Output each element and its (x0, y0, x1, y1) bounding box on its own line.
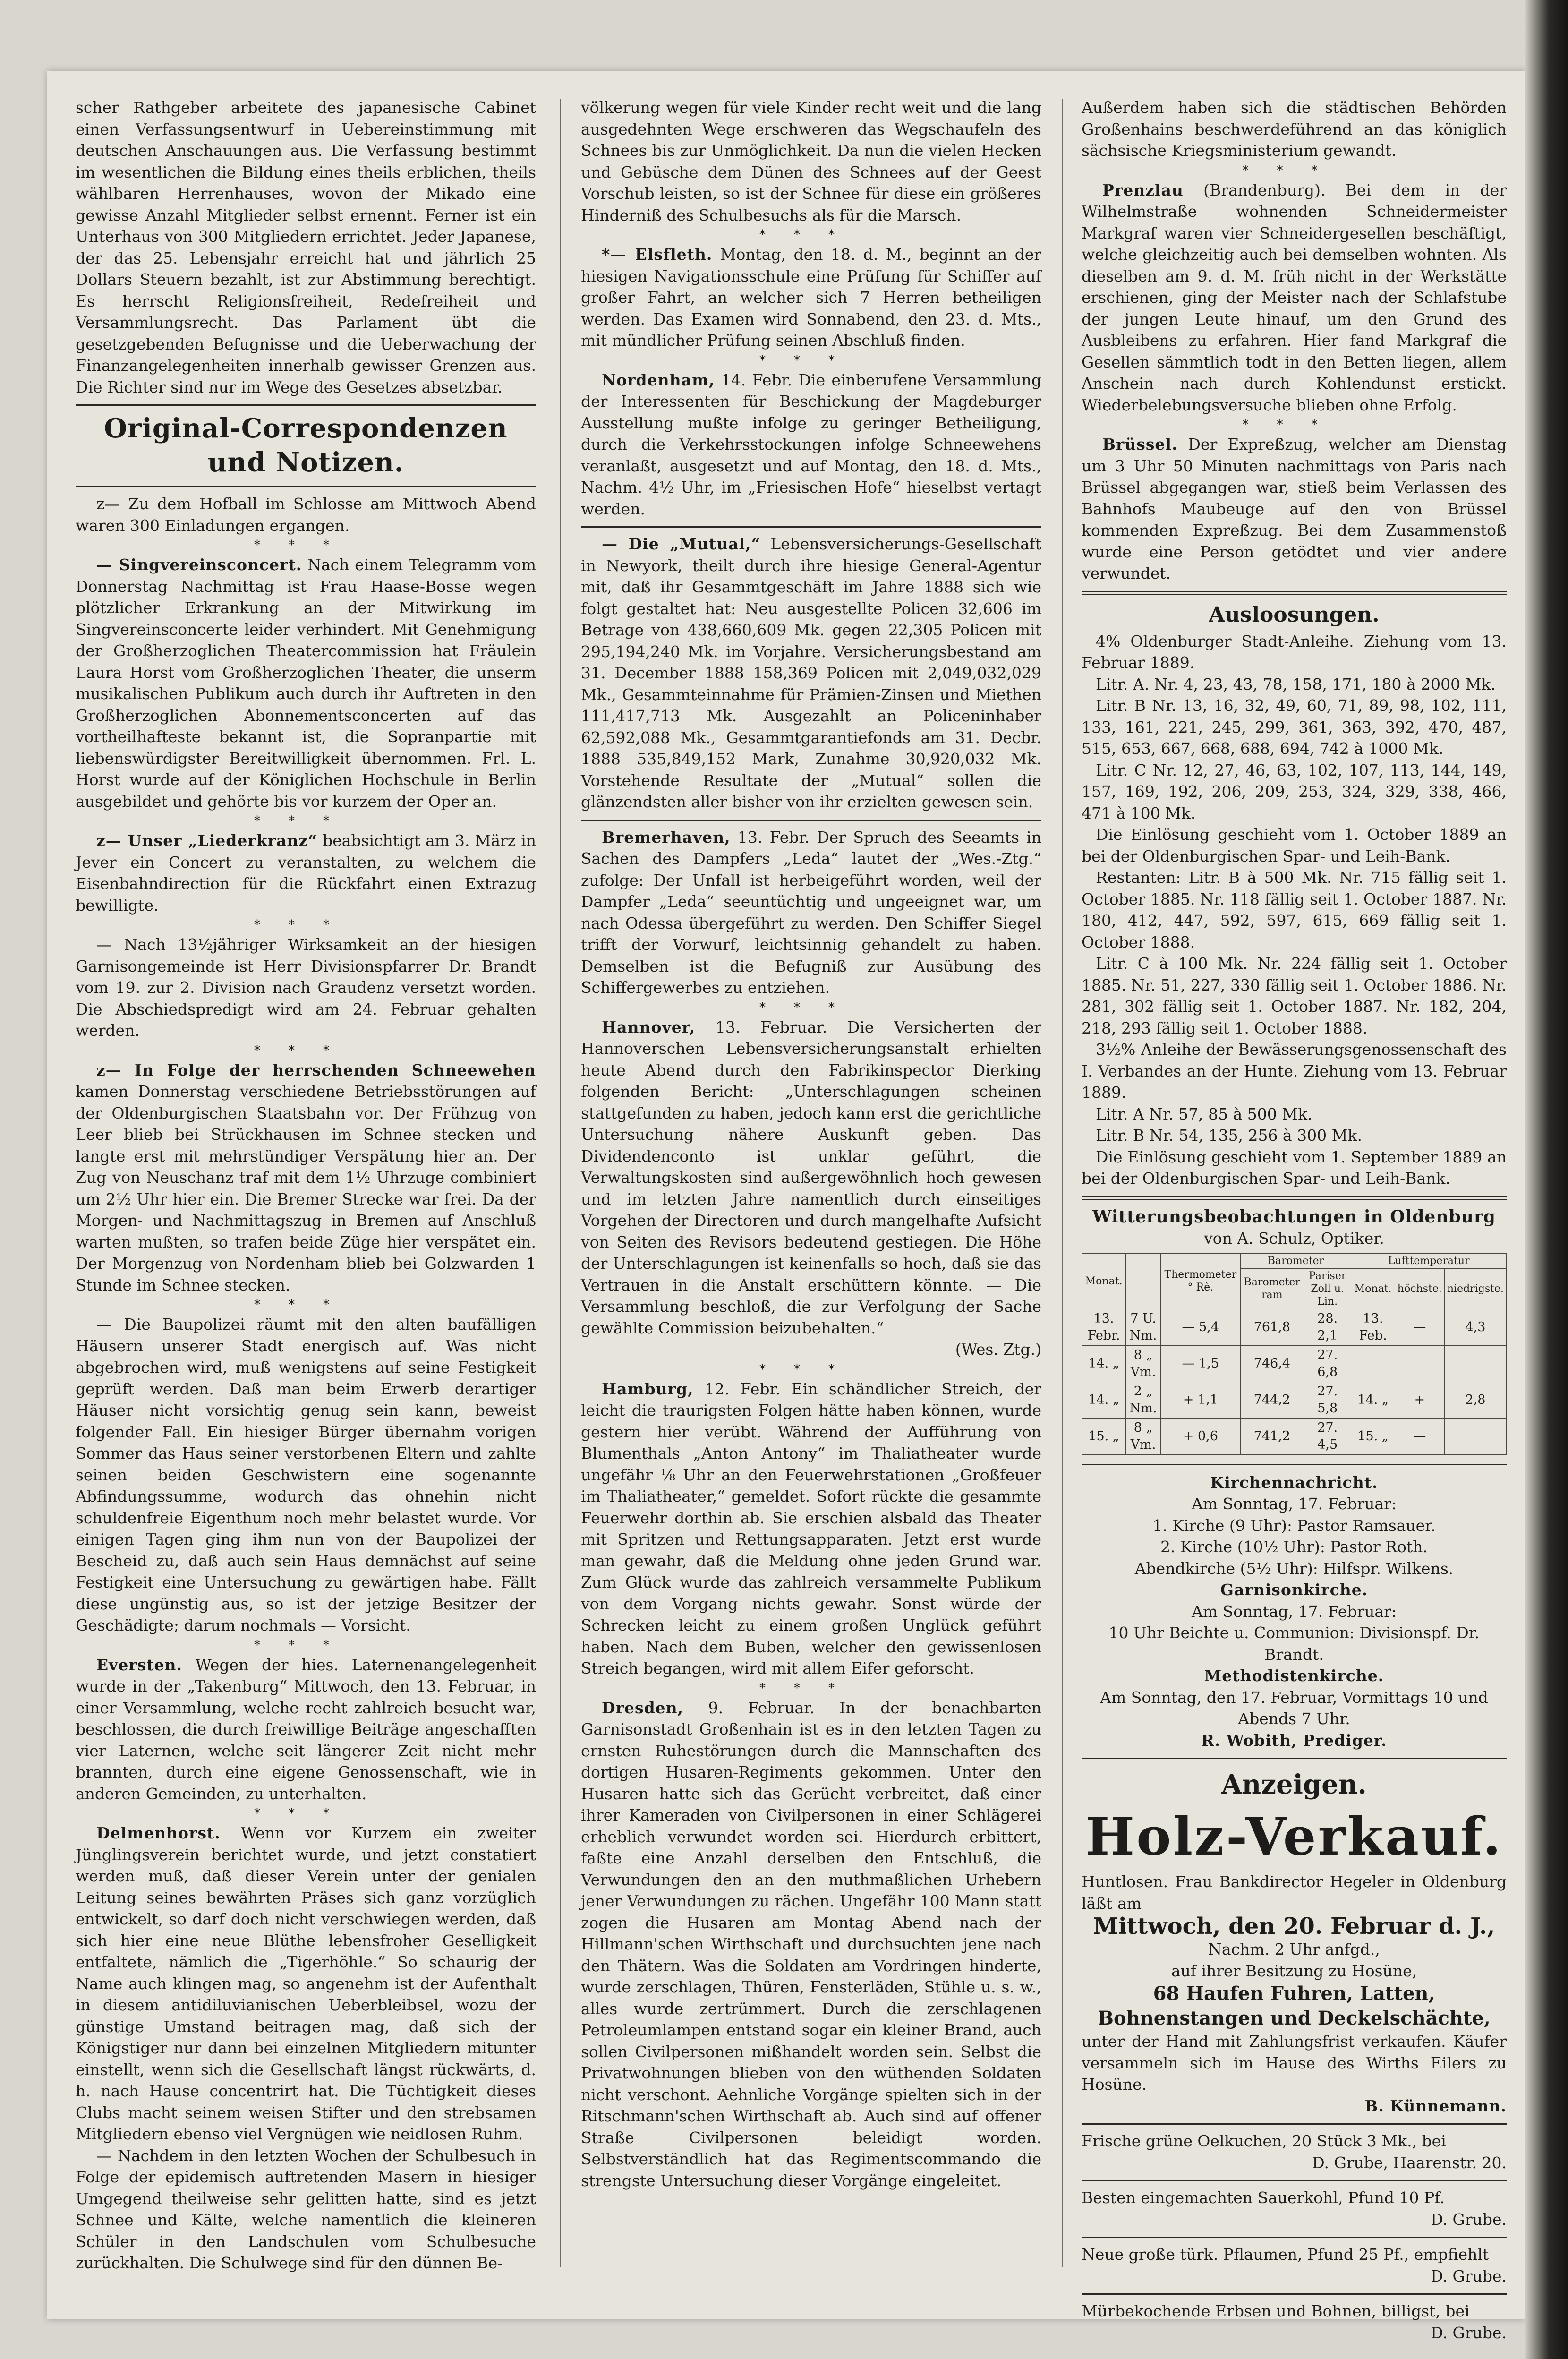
news-lead: — Die „Mutual,“ (602, 535, 761, 553)
separator-asterisks: *** (254, 1043, 358, 1058)
church-line: 1. Kirche (9 Uhr): Pastor Ramsauer. (1152, 1516, 1436, 1535)
lottery-heading: Ausloosungen. (1209, 602, 1380, 627)
signature: D. Grube. (1431, 2210, 1507, 2229)
divider (1082, 591, 1507, 595)
ad-date: Mittwoch, den 20. Februar d. J., (1093, 1913, 1495, 1940)
divider (1082, 2293, 1507, 2295)
divider (1082, 1758, 1507, 1761)
news-item (581, 244, 1041, 351)
table-cell: 14. „ (1351, 1382, 1395, 1418)
news-body: 14. Febr. Die einberufene Versammlung der Interessenten für Beschickung der Magdeburger Ausstellung mußte infolge zu geringer Betheiligung, durch die Verkehrsstockungen infolge Schneewehens veranlaßt, ausgesetzt und auf Montag, den 18. d. Mts., Nachm. 4½ Uhr, im „Friesischen Hofe“ hieselbst vertagt werden. (581, 370, 1041, 518)
table-cell: + (1395, 1382, 1444, 1418)
table-cell (1395, 1345, 1444, 1382)
source-citation: (Wes. Ztg.) (955, 1340, 1041, 1359)
news-item (581, 1017, 1041, 1339)
lottery-line: Litr. A Nr. 57, 85 à 500 Mk. (1096, 1104, 1312, 1123)
separator-asterisks: *** (254, 1298, 358, 1312)
divider (1082, 1196, 1507, 1200)
table-cell: 28. 2,1 (1304, 1309, 1351, 1345)
church-line: 2. Kirche (10½ Uhr): Pastor Roth. (1160, 1538, 1428, 1556)
news-item: — Die Baupolizei räumt mit den alten baufälligen Häusern unserer Stadt energisch auf. Was nicht abgebrochen wird, muß wenigstens auf seine Festigkeit geprüft werden. Daß man beim Erwerb derartiger Häuser nicht vorsichtig genug sein kann, beweist folgender Fall. Ein hiesiger Bürger übernahm vorigen Sommer das Haus seiner verstorbenen Eltern und zahlte seinen beiden Geschwistern eine sogenannte Abfindungssumme, wodurch das ohnehin nicht schuldenfreie Eigenthum noch mehr belastet wurde. Vor einigen Tagen ging ihm nun von der Baupolizei der Bescheid zu, daß auch sein Haus demnächst auf seine Festigkeit eine Untersuchung zu gewärtigen habe. Fällt diese ungünstig aus, so ist der jetzige Besitzer der Geschädigte; darum nochmals — Vorsicht. (76, 1315, 536, 1634)
divider (76, 404, 536, 406)
news-item (581, 827, 1041, 999)
separator-asterisks: *** (759, 353, 863, 368)
news-item (581, 369, 1041, 520)
news-lead: Brüssel. (1102, 435, 1178, 453)
ad-text: Nachm. 2 Uhr anfgd., (1208, 1940, 1380, 1958)
table-cell: — 1,5 (1161, 1345, 1241, 1382)
table-cell: 8 „ Vm. (1126, 1418, 1161, 1454)
divider (581, 526, 1041, 528)
ads-heading: Anzeigen. (1221, 1769, 1367, 1800)
column-rule (1062, 99, 1063, 2267)
news-lead: Hannover, (602, 1017, 696, 1036)
lottery-line: Die Einlösung geschieht vom 1. October 1889 an bei der Oldenburgischen Spar- und Leih-Bank. (1082, 825, 1507, 865)
news-body: (Brandenburg). Bei dem in der Wilhelmstraße wohnenden Schneidermeister Markgraf waren vier Schneidergesellen beschäftigt, welche gleichzeitig auch bei demselben wohnten. Als dieselben am 9. d. M. früh nicht in der Werkstätte erschienen, ging der Meister nach der Schlafstube der jungen Leute hinauf, um den Grund des Ausbleibens zu erfahren. Hier fand Markgraf die Gesellen sämmtlich todt in den Betten liegen, allem Anschein nach durch Kohlendunst erstickt. Wiederbelebungsversuche blieben ohne Erfolg. (1082, 180, 1507, 414)
news-lead: Eversten. (96, 1655, 183, 1674)
news-body: Der Expreßzug, welcher am Dienstag um 3 Uhr 50 Minuten nachmittags von Paris nach Brüssel abgegangen war, stieß beim Verlassen des Bahnhofs Maubeuge auf den von Brüssel kommenden Expreßzug. Bei dem Zusammenstoß wurde eine Person getödtet und vier andere verwundet. (1082, 435, 1507, 582)
table-cell: 8 „ Vm. (1126, 1345, 1161, 1382)
news-lead: z— Unser „Liederkranz“ (96, 831, 318, 850)
table-cell (1351, 1345, 1395, 1382)
news-lead: Bremerhaven, (602, 828, 731, 846)
signature: R. Wobith, Prediger. (1201, 1731, 1387, 1750)
news-item (581, 1697, 1041, 2192)
column-header: Lufttemperatur (1351, 1253, 1507, 1268)
table-cell (1444, 1418, 1506, 1454)
news-item (76, 554, 536, 812)
church-line: Abendkirche (5½ Uhr): Hilfspr. Wilkens. (1134, 1559, 1454, 1578)
ad-text: Frische grüne Oelkuchen, 20 Stück 3 Mk., bei (1082, 2132, 1446, 2150)
column-2 (581, 97, 1041, 2270)
news-item (76, 1822, 536, 2145)
separator-asterisks: *** (759, 1362, 863, 1376)
separator-asterisks: *** (1242, 418, 1346, 432)
table-cell: 741,2 (1240, 1418, 1304, 1454)
news-body: 13. Febr. Der Spruch des Seeamts in Sachen des Dampfers „Leda“ lautet der „Wes.-Ztg.“ zufolge: Der Unfall ist herbeigeführt worden, weil der Dampfer „Leda“ seeuntüchtig und ungeeignet war, um nach Odessa übergeführt zu werden. Den Schiffer Siegel trifft der Vorwurf, leichtsinnig gehandelt zu haben. Demselben ist die Befugniß zur Ausübung des Schiffergewerbes zu entziehen. (581, 828, 1041, 997)
weather-heading: Witterungsbeobachtungen in Oldenburg (1092, 1206, 1496, 1227)
lottery-line: Litr. B Nr. 54, 135, 256 à 300 Mk. (1096, 1126, 1362, 1145)
lottery-line: Litr. B Nr. 13, 16, 32, 49, 60, 71, 89, 98, 102, 111, 133, 161, 221, 245, 299, 361, 363, 392, 470, 487, 515, 653, 667, 668, 688, 694, 742 à 1000 Mk. (1082, 696, 1507, 758)
book-spine (1525, 0, 1568, 2359)
table-cell: — (1395, 1418, 1444, 1454)
news-body: Montag, den 18. d. M., beginnt an der hiesigen Navigationsschule eine Prüfung für Schiffer auf großer Fahrt, an welcher sich 7 Herren betheiligen werden. Das Examen wird Sonnabend, den 23. d. Mts., mit mündlicher Prüfung seinen Abschluß finden. (581, 245, 1042, 350)
table-cell: 2 „ Nm. (1126, 1382, 1161, 1418)
column-header: Monat. (1082, 1253, 1126, 1309)
news-body: kamen Donnerstag verschiedene Betriebsstörungen auf der Oldenburgischen Staatsbahn vor. Der Frühzug von Leer blieb bei Strückhausen im Schnee stecken und langte erst mit mehrstündiger Verspätung hier an. Der Zug von Neuschanz traf mit dem 1½ Uhrzuge combiniert um 2½ Uhr hier ein. Die Bremer Strecke war frei. Da der Morgen- und Nachmittagszug in Bremen auf Anschluß warten mußten, so trafen beide Züge hier verspätet ein. Der Morgenzug von Nordenham blieb bei Golzwarden 1 Stunde im Schnee stecken. (76, 1082, 536, 1294)
column-header: Thermometer ° Rè. (1161, 1253, 1241, 1309)
divider (581, 820, 1041, 821)
separator-asterisks: *** (759, 228, 863, 242)
divider (1082, 2123, 1507, 2125)
news-lead: Hamburg, (602, 1379, 694, 1398)
methodist-heading: Methodistenkirche. (1204, 1667, 1384, 1685)
signature: D. Grube, Haarenstr. 20. (1312, 2153, 1507, 2172)
separator-asterisks: *** (254, 1806, 358, 1821)
lottery-list (1082, 631, 1507, 1189)
signature: D. Grube. (1431, 2266, 1507, 2285)
ad-goods: 68 Haufen Fuhren, Latten, Bohnenstangen und Deckelschächte, (1098, 1983, 1491, 2029)
separator-asterisks: *** (759, 1681, 863, 1695)
news-body: beabsichtigt am 3. März in Jever ein Concert zu veranstalten, zu welchem die Eisenbahndirection für die Rückfahrt einen Extrazug bewilligte. (76, 831, 536, 915)
church-line: 10 Uhr Beichte u. Communion: Divisionspf. Dr. Brandt. (1108, 1624, 1480, 1664)
news-lead: z— In Folge der herrschenden Schneewehen (96, 1060, 536, 1079)
article-text: scher Rathgeber arbeitete des japanesische Cabinet einen Verfassungsentwurf in Uebereinstimmung mit deutschen Anschauungen aus. Die Verfassung bestimmt im wesentlichen die Bildung eines theils erblichen, theils wählbaren Herrenhauses, wovon der Mikado eine gewisse Anzahl Mitglieder selbst ernennt. Ferner ist ein Unterhaus von 300 Mitgliedern errichtet. Jeder Japanese, der das 25. Lebensjahr erreicht hat und jährlich 25 Dollars Steuern bezahlt, ist zur Abstimmung berechtigt. Es herrscht Religionsfreiheit, Redefreiheit und Versammlungsrecht. Das Parlament übt die gesetzgebenden Befugnisse und die Ueberwachung der Finanzangelegenheiten innerhalb gewisser Grenzen aus. Die Richter sind nur im Wege des Gesetzes absetzbar. (76, 98, 536, 396)
news-lead: — Singvereinsconcert. (96, 556, 302, 574)
weather-subheading: von A. Schulz, Optiker. (1204, 1229, 1384, 1248)
separator-asterisks: *** (1242, 163, 1346, 178)
lottery-line: Die Einlösung geschieht vom 1. September 1889 an bei der Oldenburgischen Spar- und Leih-Bank. (1082, 1147, 1507, 1188)
table-cell: 27. 4,5 (1304, 1418, 1351, 1454)
news-body: Wegen der hies. Laternenangelegenheit wurde in der „Takenburg“ Mittwoch, den 13. Februar, in einer Versammlung, welche recht zahlreich besucht war, beschlossen, die durch freiwillige Beiträge angeschafften vier Laternen, welche seit längerer Zeit nicht mehr brannten, durch eine eigene Genossenschaft, wie in anderen Gemeinden, zu unterhalten. (76, 1655, 536, 1803)
column-1 (76, 97, 536, 2270)
signature: D. Grube. (1431, 2323, 1507, 2342)
section-heading: Original-Correspondenzen und Notizen. (104, 413, 508, 478)
ad-text: unter der Hand mit Zahlungsfrist verkaufen. Käufer versammeln sich im Hause des Wirths Eilers zu Hosüne. (1082, 2032, 1507, 2094)
table-cell: 13. Feb. (1351, 1309, 1395, 1345)
table-cell: 14. „ (1082, 1382, 1126, 1418)
separator-asterisks: *** (254, 814, 358, 828)
newspaper-page (47, 71, 1525, 2342)
weather-table (1082, 1253, 1507, 1455)
table-row (1082, 1382, 1507, 1418)
church-line: Am Sonntag, 17. Februar: (1192, 1602, 1397, 1621)
table-row (1082, 1418, 1507, 1454)
ad-text: Mürbekochende Erbsen und Bohnen, billigst, bei (1082, 2302, 1470, 2320)
news-item (581, 1378, 1041, 1679)
news-item: — Nach 13½jähriger Wirksamkeit an der hiesigen Garnisongemeinde ist Herr Divisionspfarrer Dr. Brandt vom 19. zur 2. Division nach Graudenz versetzt worden. Die Abschiedspredigt wird am 24. Februar gehalten werden. (76, 935, 536, 1040)
lottery-line: Litr. A. Nr. 4, 23, 43, 78, 158, 171, 180 à 2000 Mk. (1096, 675, 1496, 693)
news-lead: Delmenhorst. (96, 1824, 221, 1842)
news-lead: Dresden, (602, 1698, 684, 1717)
garrison-heading: Garnisonkirche. (1220, 1581, 1368, 1599)
table-cell: 761,8 (1240, 1309, 1304, 1345)
table-row (1082, 1345, 1507, 1382)
table-cell: 13. Febr. (1082, 1309, 1126, 1345)
ad-text: Huntlosen. Frau Bankdirector Hegeler in Oldenburg läßt am (1082, 1872, 1507, 1913)
article-text: Außerdem haben sich die städtischen Behörden Großenhains beschwerdeführend an das königlich sächsische Kriegsministerium gewandt. (1082, 98, 1507, 160)
ad-text: Besten eingemachten Sauerkohl, Pfund 10 Pf. (1082, 2188, 1445, 2207)
divider (1082, 2237, 1507, 2238)
ad-title: Holz-Verkauf. (1085, 1806, 1503, 1867)
separator-asterisks: *** (254, 918, 358, 932)
lottery-line: Litr. C Nr. 12, 27, 46, 63, 102, 107, 113, 144, 149, 157, 169, 192, 206, 209, 253, 324, 329, 338, 466, 471 à 100 Mk. (1082, 761, 1507, 822)
news-lead: *— Elsfleth. (602, 245, 713, 264)
article-text: völkerung wegen für viele Kinder recht weit und die lang ausgedehnten Wege erschweren das Wegschaufeln des Schnees bis zur Unmöglichkeit. Da nun die vielen Hecken und Gebüsche dem Dünen des Schnees auf der Geest Vorschub leisten, so ist der Schnee für diese ein größeres Hinderniß des Schulbesuchs als für die Marsch. (581, 98, 1041, 224)
lottery-line: Restanten: Litr. B à 500 Mk. Nr. 715 fällig seit 1. October 1885. Nr. 118 fällig seit 1. October 1887. Nr. 180, 412, 447, 592, 597, 615, 669 fällig seit 1. October 1888. (1082, 868, 1507, 951)
separator-asterisks: *** (254, 1638, 358, 1652)
news-lead: Prenzlau (1102, 180, 1184, 199)
news-lead: Nordenham, (602, 370, 715, 389)
divider (1082, 2180, 1507, 2181)
column-header (1126, 1253, 1161, 1309)
news-body: Nach einem Telegramm vom Donnerstag Nachmittag ist Frau Haase-Bosse wegen plötzlicher Erkrankung an der Mitwirkung im Singvereinsconcerte leider verhindert. Mit Genehmigung der Großherzoglichen Theatercommission hat Fräulein Laura Horst vom Großherzoglichen Theater, die unserm musikalischen Publikum auch durch ihr Auftreten in den Großherzoglichen Abonnementsconcerten auf das vortheilhafteste bekannt ist, die Sopranpartie mit liebenswürdigster Bereitwilligkeit übernommen. Frl. L. Horst wurde auf der Königlichen Hochschule in Berlin ausgebildet und gehörte bis vor kurzem der Oper an. (76, 556, 536, 811)
signature: B. Künnemann. (1364, 2096, 1507, 2115)
table-cell (1444, 1345, 1506, 1382)
news-item (76, 830, 536, 916)
table-cell: 2,8 (1444, 1382, 1506, 1418)
column-header: niedrigste. (1444, 1268, 1506, 1309)
table-cell: 744,2 (1240, 1382, 1304, 1418)
table-cell: 7 U. Nm. (1126, 1309, 1161, 1345)
news-body: 12. Febr. Ein schändlicher Streich, der leicht die traurigsten Folgen hätte haben können, wurde gestern hier verübt. Während der Aufführung von Blumenthals „Anton Antony“ im Thaliatheater wurde ungefähr ⅛ Uhr an den Feuerwehrstationen „Großfeuer im Thaliatheater,“ gemeldet. Sofort rückte die gesammte Feuerwehr dorthin ab. Sie erschien alsbald das Theater mit Spritzen und Rettungsapparaten. Jetzt erst wurde man gewahr, daß die Meldung ohne jeden Grund war. Zum Glück wurde das zahlreich versammelte Publikum von dem Vorgang nichts gewahr. Sonst würde der Schrecken leicht zu einem großen Unglück geführt haben. Nach dem Buben, welcher den gewissenlosen Streich begangen, wird mit allem Eifer geforscht. (581, 1379, 1041, 1677)
table-cell: 27. 5,8 (1304, 1382, 1351, 1418)
news-item (1082, 434, 1507, 584)
lottery-line: Litr. C à 100 Mk. Nr. 224 fällig seit 1. October 1885. Nr. 51, 227, 330 fällig seit 1. October 1886. Nr. 281, 302 fällig seit 1. October 1887. Nr. 182, 204, 218, 293 fällig seit 1. October 1888. (1082, 954, 1507, 1037)
church-line: Am Sonntag, 17. Februar: (1192, 1495, 1397, 1513)
column-header: Barometer ram (1240, 1268, 1304, 1309)
lottery-line: 4% Oldenburger Stadt-Anleihe. Ziehung vom 13. Februar 1889. (1082, 632, 1507, 672)
table-cell: 4,3 (1444, 1309, 1506, 1345)
separator-asterisks: *** (254, 538, 358, 552)
table-cell: — 5,4 (1161, 1309, 1241, 1345)
column-header: höchste. (1395, 1268, 1444, 1309)
table-cell: 27. 6,8 (1304, 1345, 1351, 1382)
table-cell: 15. „ (1082, 1418, 1126, 1454)
table-cell: + 0,6 (1161, 1418, 1241, 1454)
lottery-line: 3½% Anleihe der Bewässerungsgenossenschaft des I. Verbandes an der Hunte. Ziehung vom 13. Februar 1889. (1082, 1040, 1507, 1102)
column-header: Pariser Zoll u. Lin. (1304, 1268, 1351, 1309)
news-body: Wenn vor Kurzem ein zweiter Jünglingsverein berichtet wurde, und jetzt constatiert werden muß, daß dieser Verein unter der genialen Leitung seines bewährten Präses sich ganz vorzüglich entwickelt, so darf doch nicht verschwiegen werden, daß sich hier eine neue Blüthe lebensfroher Geselligkeit entfaltete, nämlich die „Tigerhöhle.“ So schaurig der Name auch klingen mag, so angenehm ist der Aufenthalt in diesem antidiluvianischen Ueberbleibsel, wozu der günstige Umstand beitragen mag, daß sich der Königstiger nur dann bei einzelnen Mitgliedern mitunter einstellt, wenn sich die Gesellschaft längst rückwärts, d. h. nach Hause concentrirt hat. Die Tüchtigkeit dieses Clubs macht seinem weisen Stifter und den strebsamen Mitgliedern ebenso viel Vergnügen wie neidlosen Ruhm. (76, 1824, 536, 2143)
ad-text: auf ihrer Besitzung zu Hosüne, (1171, 1961, 1417, 1980)
news-item (581, 533, 1041, 813)
table-cell: + 1,1 (1161, 1382, 1241, 1418)
separator-asterisks: *** (759, 1000, 863, 1015)
table-cell: 14. „ (1082, 1345, 1126, 1382)
ad-text: Neue große türk. Pflaumen, Pfund 25 Pf., empfiehlt (1082, 2245, 1489, 2264)
column-rule (560, 99, 561, 2267)
table-cell: — (1395, 1309, 1444, 1345)
church-heading: Kirchennachricht. (1210, 1473, 1378, 1492)
news-body: Lebensversicherungs-Gesellschaft in Newyork, theilt durch ihre hiesige General-Agentur mit, daß ihr Gesammtgeschäft im Jahre 1888 sich wie folgt gestaltet hat: Neu ausgestellte Policen 32,606 im Betrage von 438,660,609 Mk. gegen 22,305 Policen mit 295,194,240 Mk. im Vorjahre. Versicherungsbestand am 31. December 1888 158,369 Policen mit 2,049,032,029 Mk., Gesammteinnahme für Prämien-Zinsen und Miethen 111,417,713 Mk. Ausgezahlt an Policeninhaber 62,592,088 Mk., Gesammtgarantiefonds am 31. Decbr. 1888 535,849,152 Mark, Zunahme 30,920,032 Mk. Vorstehende Resultate der „Mutual“ sollen die glänzendsten aller bisher von ihr erzielten gewesen sein. (581, 535, 1041, 811)
news-body: 9. Februar. In der benachbarten Garnisonstadt Großenhain ist es in den letzten Tagen zu ernsten Ruhestörungen durch die Mannschaften des dortigen Husaren-Regiments gekommen. Unter den Husaren hatte sich das Gerücht verbreitet, daß einer ihrer Kameraden von Civilpersonen in einer Schlägerei erheblich verwundet worden sei. Hierdurch erbittert, faßte eine Anzahl derselben den Entschluß, die Verwundungen den an den muthmaßlichen Urhebern jener Verwundungen zu rächen. Ungefähr 100 Mann statt zogen die Husaren am Montag Abend nach der Hillmann'schen Wirthschaft und durchsuchten jene nach den Thätern. Was die Soldaten am Vordringen hinderte, wurde zerschlagen, Thüren, Fensterläden, Stühle u. s. w., alles wurde zertrümmert. Durch die zerschlagenen Petroleumlampen entstand sogar ein kleiner Brand, auch sollen Civilpersonen mißhandelt worden sein. Selbst die Privatwohnungen blieben von den wüthenden Soldaten nicht verschont. Aehnliche Vorgänge spielten sich in der Ritschmann'schen Wirthschaft ab. Auch sind auf offener Straße Civilpersonen beleidigt worden. Selbstverständlich hat das Regimentscommando die strengste Untersuchung dieser Vorgänge eingeleitet. (581, 1698, 1041, 2190)
news-item (76, 1654, 536, 1805)
divider (1082, 1462, 1507, 1465)
church-line: Am Sonntag, den 17. Februar, Vormittags 10 und Abends 7 Uhr. (1100, 1688, 1488, 1728)
table-row (1082, 1309, 1507, 1345)
news-item: z— Zu dem Hofball im Schlosse am Mittwoch Abend waren 300 Einladungen ergangen. (76, 495, 536, 535)
news-item (76, 1060, 536, 1296)
table-header-row (1082, 1253, 1507, 1268)
news-item: — Nachdem in den letzten Wochen der Schulbesuch in Folge der epidemisch auftretenden Masern in hiesiger Umgegend theilweise sehr gelitten hatte, sind es jetzt Schnee und Kälte, welche namentlich die kleineren Schüler in den Landschulen vom Schulbesuche zurückhalten. Die Schulwege sind für den dünnen Be- (76, 2146, 536, 2272)
news-body: 13. Februar. Die Versicherten der Hannoverschen Lebensversicherungsanstalt erhielten heute Abend durch den Fabrikinspector Dierking folgenden Bericht: „Unterschlagungen scheinen stattgefunden zu haben, jedoch kann erst die gerichtliche Untersuchung nähere Auskunft geben. Das Dividendenconto ist unklar geführt, die Verwaltungskosten sind außergewöhnlich hoch gewesen und im letzten Jahre namentlich durch einseitiges Vorgehen der Directoren und durch mangelhafte Aufsicht von Seiten des Revisors bedeutend gestiegen. Die Höhe der Unterschlagungen ist keinenfalls so hoch, daß sie das Vertrauen in die Anstalt erschüttern könnte. — Die Versammlung beschloß, die zur Verfolgung der Sache gewählte Commission beizubehalten.“ (581, 1017, 1041, 1337)
column-3 (1082, 97, 1507, 2342)
divider (76, 486, 536, 487)
table-cell: 15. „ (1351, 1418, 1395, 1454)
column-header: Monat. (1351, 1268, 1395, 1309)
column-header: Barometer (1240, 1253, 1351, 1268)
table-cell: 746,4 (1240, 1345, 1304, 1382)
church-notices (1082, 1472, 1507, 1752)
news-item (1082, 179, 1507, 416)
